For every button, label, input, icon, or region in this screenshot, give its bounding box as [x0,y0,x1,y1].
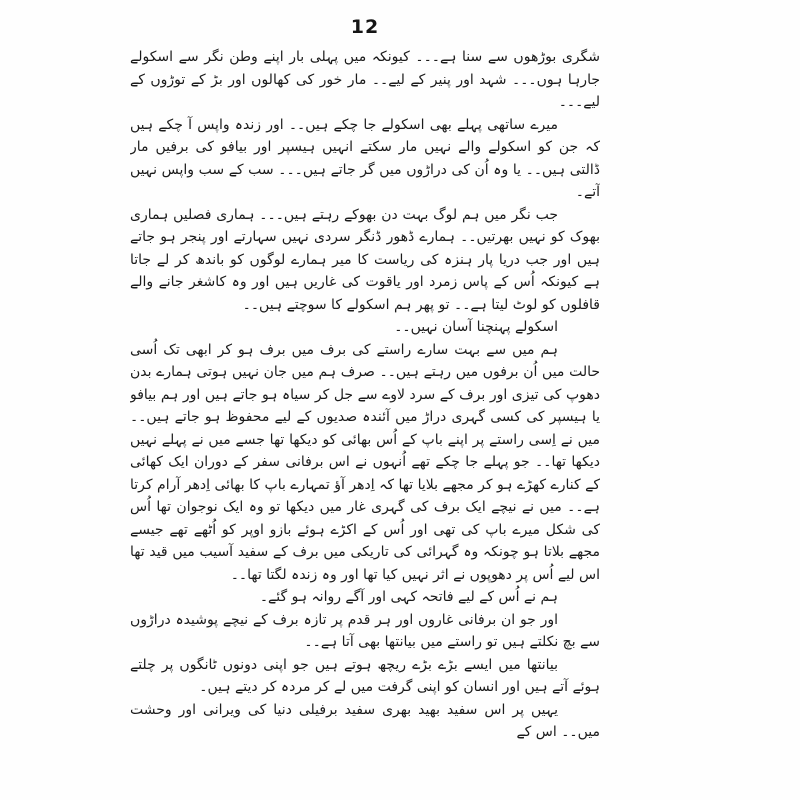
page-number: 12 [350,16,380,38]
body-paragraph: جب نگر میں ہم لوگ بہت دن بھوکے رہتے ہیں۔۔۔ ہماری فصلیں ہماری بھوک کو نہیں بھرتیں۔۔ ہمارے ڈھور ڈنگر سردی نہیں سہارتے اور پنجر ہو جاتے ہیں اور جب دریا پار ہنزہ کی ریاست کا میر ہمارے لوگوں کو باندھ کر لے جاتا ہے کیونکہ اُس کے پاس زمرد اور یاقوت کی غاریں ہیں اور وہ کاشغر جانے والے قافلوں کو لوٹ لیتا ہے۔۔ تو پھر ہم اسکولے کا سوچتے ہیں۔۔ [130,206,600,313]
body-paragraph: شگری بوڑھوں سے سنا ہے۔۔۔ کیونکہ میں پہلی بار اپنے وطن نگر سے اسکولے جارہا ہوں۔۔۔ شہد اور پنیر کے لیے۔۔ مار خور کی کھالوں اور بڑ کے توڑوں کے لیے۔۔۔ [130,49,600,110]
body-paragraph: ہم میں سے بہت سارے راستے کی برف میں برف ہو کر ابھی تک اُسی حالت میں اُن برفوں میں رہتے ہیں۔۔ صرف ہم میں جان نہیں ہوتی ہمارے بدن دھوپ کی تیزی اور برف کے سرد لاوے سے جل کر سیاہ ہو جاتے ہیں اور ہم بیافو یا ہیسپر کی کسی گہری دراڑ میں آئندہ صدیوں کے لیے محفوظ ہو جاتے ہیں۔۔ میں نے اِسی راستے پر اپنے باپ کے اُس بھائی کو دیکھا تھا جسے میں نے پہلے نہیں دیکھا تھا۔۔ جو پہلے جا چکے تھے اُنہوں نے اس برفانی سفر کے دوران ایک کھائی کے کنارے کھڑے ہو کر مجھے بلایا تھا کہ اِدھر آؤ تمہارے باپ کا بھائی اِدھر آرام کرتا ہے۔۔ میں نے نیچے ایک برف کی گہری غار میں دیکھا تو وہ ایک نوجوان تھا اُس کی شکل میرے باپ کی تھی اور اُس کے اکڑے ہوئے بازو اوپر کو اُٹھے تھے جیسے مجھے بلاتا ہو چونکہ وہ گہرائی کی تاریکی میں برف کے سفید آسیب میں قید تھا اس لیے اُس پر دھوپوں نے اثر نہیں کیا تھا اور وہ زندہ لگتا تھا۔۔ [130,341,600,583]
body-paragraph: یہیں پر اس سفید بھید بھری سفید برفیلی دنیا کی ویرانی اور وحشت میں۔۔ اس کے [130,701,600,740]
body-paragraph: میرے ساتھی پہلے بھی اسکولے جا چکے ہیں۔۔ اور زندہ واپس آ چکے ہیں کہ جن کو اسکولے والے نہیں مار سکتے انہیں ہیسپر اور بیافو کی برفیں مار ڈالتی ہیں۔۔ یا وہ اُن کی دراڑوں میں گر جاتے ہیں۔۔۔ سب کے سب واپس نہیں آتے۔ [130,116,600,200]
body-paragraph: اور جو ان برفانی غاروں اور ہر قدم پر تازہ برف کے نیچے پوشیدہ دراڑوں سے بچ نکلتے ہیں تو راستے میں بیانتھا بھی آتا ہے۔۔ [130,611,600,650]
body-paragraph: ہم نے اُس کے لیے فاتحہ کہی اور آگے روانہ ہو گئے۔ [259,589,558,605]
body-paragraph: بیانتھا میں ایسے بڑے بڑے ریچھ ہوتے ہیں جو اپنی دونوں ٹانگوں پر چلتے ہوئے آتے ہیں اور انسان کو اپنی گرفت میں لے کر مردہ کر دیتے ہیں۔ [130,656,600,695]
body-paragraph: اسکولے پہنچنا آسان نہیں۔۔ [394,319,558,335]
page-text-block [130,46,600,756]
